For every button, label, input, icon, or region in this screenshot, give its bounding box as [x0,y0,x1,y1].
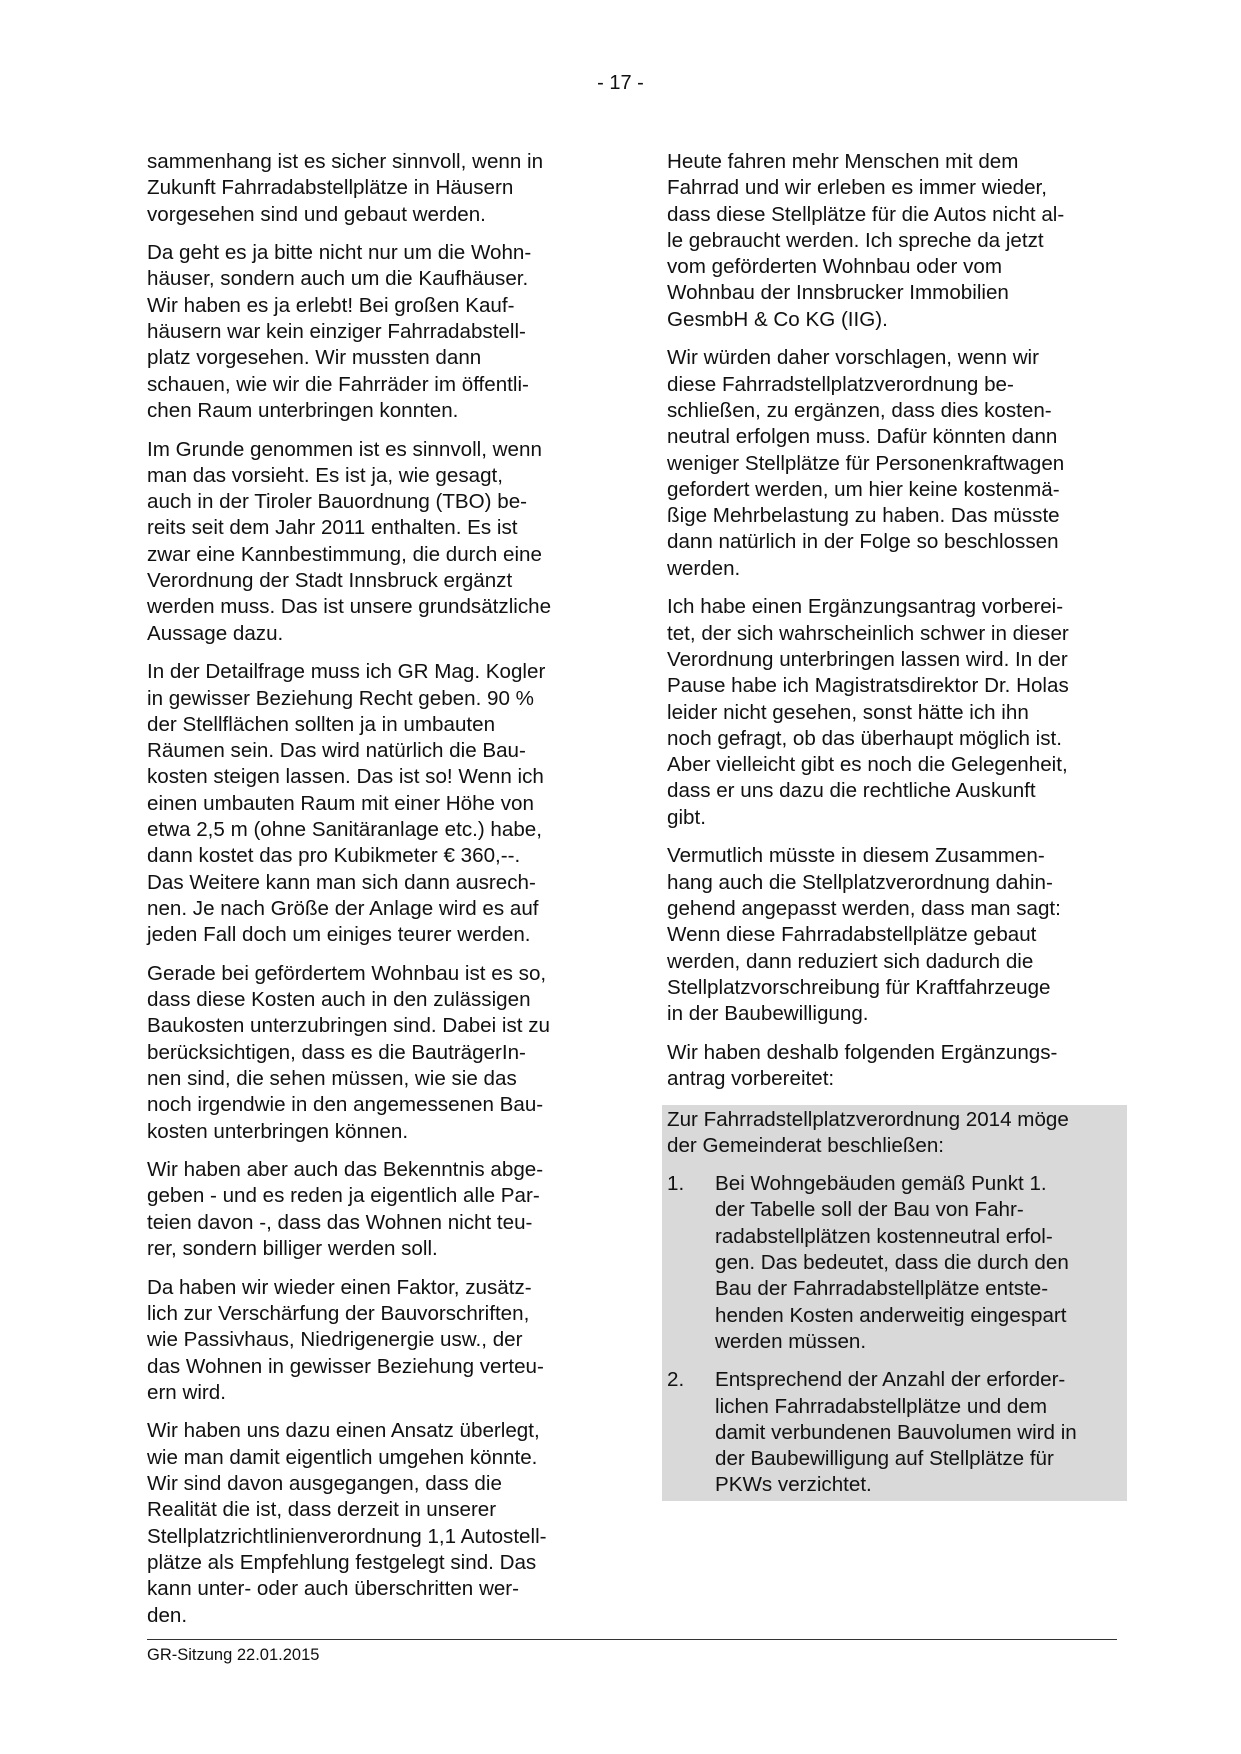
text-line: Stellplatzrichtlinienverordnung 1,1 Autostell- [147,1524,547,1548]
text-line: Wir haben es ja erlebt! Bei großen Kauf- [147,293,515,317]
motion-list-item [667,1367,1122,1498]
text-line: Das Weitere kann man sich dann ausrech- [147,870,536,894]
text-line: GesmbH & Co KG (IIG). [667,307,888,331]
motion-list-item [667,1171,1122,1355]
text-line: weniger Stellplätze für Personenkraftwagen [667,451,1065,475]
paragraph [147,1275,612,1406]
footer-session-date: GR-Sitzung 22.01.2015 [147,1646,320,1664]
text-line: kosten steigen lassen. Das ist so! Wenn ich [147,765,544,789]
text-line: Räumen sein. Das wird natürlich die Bau- [147,739,526,763]
text-line: Bei Wohngebäuden gemäß Punkt 1. [715,1172,1047,1196]
text-line: Stellplatzvorschreibung für Kraftfahrzeuge [667,975,1051,999]
text-line: Bau der Fahrradabstellplätze entste- [715,1277,1049,1301]
text-line: etwa 2,5 m (ohne Sanitäranlage etc.) habe, [147,818,542,842]
text-line: tet, der sich wahrscheinlich schwer in dieser [667,621,1069,645]
text-line: den. [147,1603,188,1627]
text-line: einen umbauten Raum mit einer Höhe von [147,791,534,815]
paragraph [667,149,1122,333]
text-line: Da haben wir wieder einen Faktor, zusätz- [147,1275,532,1299]
list-item-text [715,1367,1122,1498]
text-line: PKWs verzichtet. [715,1473,872,1497]
paragraph [667,1040,1122,1093]
text-line: Aber vielleicht gibt es noch die Gelegenheit, [667,753,1068,777]
text-line: antrag vorbereitet: [667,1066,835,1090]
page-number: - 17 - [597,72,644,94]
text-line: zwar eine Kannbestimmung, die durch eine [147,542,542,566]
text-line: kann unter- oder auch überschritten wer- [147,1577,520,1601]
text-line: gehend angepasst werden, dass man sagt: [667,896,1061,920]
text-line: werden muss. Das ist unsere grundsätzliche [147,595,552,619]
paragraph [667,594,1122,831]
text-line: berücksichtigen, dass es die BauträgerIn- [147,1040,526,1064]
list-item-number: 2. [667,1368,685,1392]
text-line: der Stellflächen sollten ja in umbauten [147,712,496,736]
text-line: gefordert werden, um hier keine kostenmä- [667,477,1060,501]
text-line: Wir sind davon ausgegangen, dass die [147,1472,502,1496]
text-line: henden Kosten anderweitig eingespart [715,1303,1067,1327]
text-line: In der Detailfrage muss ich GR Mag. Kogler [147,660,546,684]
text-line: Realität die ist, dass derzeit in unserer [147,1498,497,1522]
paragraph [667,843,1122,1027]
text-line: Verordnung der Stadt Innsbruck ergänzt [147,569,513,593]
text-line: vom geförderten Wohnbau oder vom [667,255,1003,279]
text-line: lichen Fahrradabstellplätze und dem [715,1394,1047,1418]
text-line: reits seit dem Jahr 2011 enthalten. Es ist [147,516,518,540]
text-line: dass er uns dazu die rechtliche Auskunft [667,779,1036,803]
text-line: das Wohnen in gewisser Beziehung verteu- [147,1354,544,1378]
text-line: dann kostet das pro Kubikmeter € 360,--. [147,844,521,868]
text-line: häuser, sondern auch um die Kaufhäuser. [147,267,529,291]
text-line: Fahrrad und wir erleben es immer wieder, [667,176,1047,200]
text-line: nen sind, die sehen müssen, wie sie das [147,1066,517,1090]
text-line: Entsprechend der Anzahl der erforder- [715,1368,1066,1392]
text-line: Zukunft Fahrradabstellplätze in Häusern [147,176,514,200]
list-item-number: 1. [667,1172,685,1196]
text-line: Wenn diese Fahrradabstellplätze gebaut [667,923,1037,947]
text-line: Ich habe einen Ergänzungsantrag vorberei- [667,595,1064,619]
text-line: hang auch die Stellplatzverordnung dahin- [667,870,1053,894]
motion-intro [667,1107,1122,1160]
text-line: Wir haben uns dazu einen Ansatz überlegt, [147,1419,540,1443]
text-line: Im Grunde genommen ist es sinnvoll, wenn [147,437,542,461]
text-line: rer, sondern billiger werden soll. [147,1237,438,1261]
right-column-paragraphs [667,149,1122,1092]
text-line: der Baubewilligung auf Stellplätze für [715,1447,1054,1471]
text-line: in gewisser Beziehung Recht geben. 90 % [147,686,534,710]
text-line: Wohnbau der Innsbrucker Immobilien [667,281,1009,305]
text-line: schließen, zu ergänzen, dass dies kosten- [667,398,1052,422]
text-line: dass diese Kosten auch in den zulässigen [147,988,531,1012]
text-line: plätze als Empfehlung festgelegt sind. Das [147,1550,537,1574]
text-line: Aussage dazu. [147,621,284,645]
text-line: noch gefragt, ob das überhaupt möglich ist. [667,726,1062,750]
text-line: neutral erfolgen muss. Dafür könnten dann [667,425,1058,449]
paragraph [147,1418,612,1628]
text-line: man das vorsieht. Es ist ja, wie gesagt, [147,463,503,487]
paragraph [667,345,1122,582]
right-column [667,149,1122,1501]
text-line: Da geht es ja bitte nicht nur um die Wohn- [147,241,532,265]
text-line: Gerade bei gefördertem Wohnbau ist es so, [147,961,547,985]
paragraph [147,149,612,228]
text-line: nen. Je nach Größe der Anlage wird es auf [147,896,539,920]
motion-box [662,1105,1127,1501]
text-line: ern wird. [147,1380,226,1404]
text-line: gen. Das bedeutet, dass die durch den [715,1251,1069,1275]
text-line: der Gemeinderat beschließen: [667,1133,945,1157]
text-line: der Tabelle soll der Bau von Fahr- [715,1198,1024,1222]
text-line: dass diese Stellplätze für die Autos nicht al- [667,202,1065,226]
text-line: Verordnung unterbringen lassen wird. In der [667,647,1068,671]
text-line: Heute fahren mehr Menschen mit dem [667,150,1019,173]
text-line: wie man damit eigentlich umgehen könnte. [147,1445,538,1469]
text-line: werden, dann reduziert sich dadurch die [667,949,1034,973]
text-line: dann natürlich in der Folge so beschlossen [667,530,1059,554]
text-line: platz vorgesehen. Wir mussten dann [147,346,482,370]
text-line: sammenhang ist es sicher sinnvoll, wenn in [147,150,544,173]
paragraph [147,1157,612,1262]
text-line: jeden Fall doch um einiges teurer werden. [147,923,531,947]
text-line: radabstellplätzen kostenneutral erfol- [715,1224,1053,1248]
text-line: werden müssen. [715,1329,867,1353]
left-column [147,149,612,1641]
text-line: kosten unterbringen können. [147,1119,409,1143]
text-line: häusern war kein einziger Fahrradabstell- [147,320,526,344]
text-line: le gebraucht werden. Ich spreche da jetzt [667,228,1044,252]
text-line: wie Passivhaus, Niedrigenergie usw., der [147,1328,523,1352]
text-line: noch irgendwie in den angemessenen Bau- [147,1093,544,1117]
text-line: diese Fahrradstellplatzverordnung be- [667,372,1014,396]
text-line: damit verbundenen Bauvolumen wird in [715,1420,1077,1444]
text-line: chen Raum unterbringen konnten. [147,398,459,422]
text-line: ßige Mehrbelastung zu haben. Das müsste [667,504,1060,528]
text-line: Pause habe ich Magistratsdirektor Dr. Holas [667,674,1069,698]
text-line: gibt. [667,805,706,829]
list-item-text [715,1171,1122,1355]
paragraph [147,437,612,647]
paragraph [147,961,612,1145]
text-line: auch in der Tiroler Bauordnung (TBO) be- [147,490,528,514]
text-line: geben - und es reden ja eigentlich alle Par- [147,1184,540,1208]
text-line: Wir würden daher vorschlagen, wenn wir [667,346,1039,370]
text-line: schauen, wie wir die Fahrräder im öffentli- [147,372,529,396]
text-line: in der Baubewilligung. [667,1002,869,1026]
text-line: lich zur Verschärfung der Bauvorschriften, [147,1301,530,1325]
text-line: Vermutlich müsste in diesem Zusammen- [667,844,1045,868]
text-line: teien davon -, dass das Wohnen nicht teu- [147,1210,533,1234]
text-line: vorgesehen sind und gebaut werden. [147,202,486,226]
text-line: Baukosten unterzubringen sind. Dabei ist zu [147,1014,550,1038]
text-line: werden. [667,556,741,580]
text-line: Wir haben deshalb folgenden Ergänzungs- [667,1040,1058,1064]
text-line: leider nicht gesehen, sonst hätte ich ihn [667,700,1029,724]
footer-divider [147,1639,1117,1640]
paragraph [147,240,612,424]
text-line: Wir haben aber auch das Bekenntnis abge- [147,1158,544,1182]
paragraph [147,659,612,948]
text-line: Zur Fahrradstellplatzverordnung 2014 möge [667,1107,1069,1131]
